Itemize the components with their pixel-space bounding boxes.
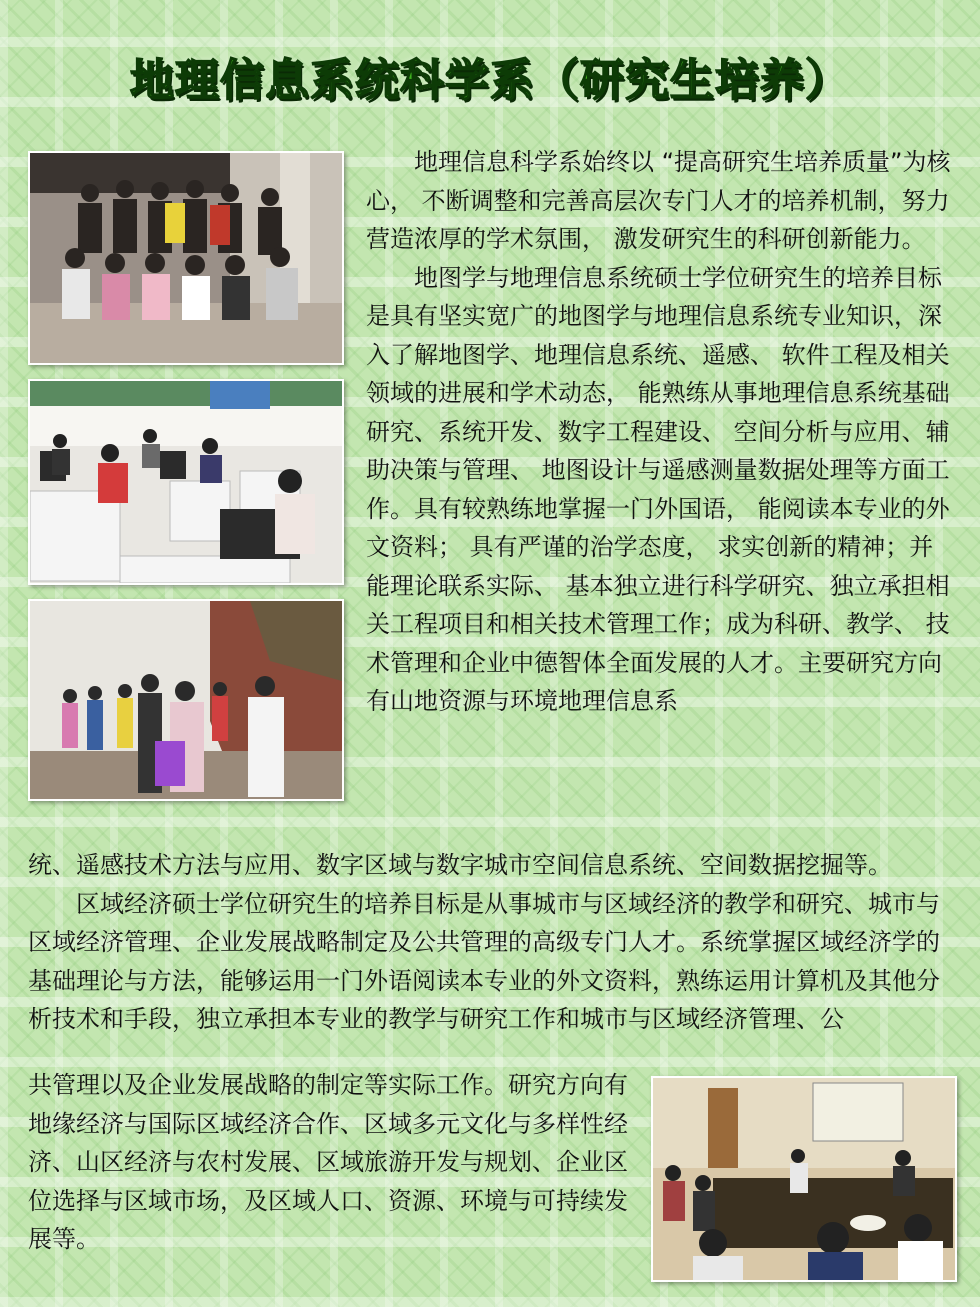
paragraph-gis-goals: 地图学与地理信息系统硕士学位研究生的培养目标是具有坚实宽广的地图学与地理信息系统专业知识，深入了解地图学、地理信息系统、遥感、 软件工程及相关领域的进展和学术动态， 能熟练从事地理信息系统基础研究、系统开发、数字工程建设、 空间分析与应用、辅助决策与管理、 地图设计与遥感测量数据处理等方面工作。具有较熟练地掌握一门外国语， 能阅读本专业的外文资料； 具有严谨的治学态度， 求实创新的精神；并能理论联系实际、 基本独立进行科学研究、独立承担相关工程项目和相关技术管理工作；成为科研、教学、 技术管理和企业中德智体全面发展的人才。主要研究方向有山地资源与环境地理信息系 bbox=[366, 263, 950, 715]
paragraph-gis-goals-continued: 统、遥感技术方法与应用、数字区域与数字城市空间信息系统、空间数据挖掘等。 bbox=[28, 851, 892, 879]
bottom-text-block bbox=[28, 1066, 634, 1259]
computer-lab-icon bbox=[30, 381, 342, 583]
page-title: 地理信息系统科学系（研究生培养） bbox=[130, 55, 850, 106]
seminar-icon bbox=[653, 1078, 955, 1280]
computer-lab-photo bbox=[28, 379, 344, 585]
seminar-photo bbox=[651, 1076, 957, 1282]
intro-text-block bbox=[366, 143, 956, 721]
fieldwork-icon bbox=[30, 601, 342, 799]
paragraph-regional-economics-continued: 共管理以及企业发展战略的制定等实际工作。研究方向有地缘经济与国际区域经济合作、区域多元文化与多样性经济、山区经济与农村发展、区域旅游开发与规划、企业区位选择与区域市场，及区域人口、资源、环境与可持续发展等。 bbox=[28, 1071, 628, 1253]
group-photo-icon bbox=[30, 153, 342, 363]
group-photo bbox=[28, 151, 344, 365]
fieldwork-photo bbox=[28, 599, 344, 801]
paragraph-core-mission: 地理信息科学系始终以 “提高研究生培养质量”为核心， 不断调整和完善高层次专门人才的培养机制，努力营造浓厚的学术氛围， 激发研究生的科研创新能力。 bbox=[366, 148, 951, 253]
full-width-text-block bbox=[28, 846, 956, 1039]
paragraph-regional-economics: 区域经济硕士学位研究生的培养目标是从事城市与区域经济的教学和研究、城市与区域经济管理、企业发展战略制定及公共管理的高级专门人才。系统掌握区域经济学的基础理论与方法，能够运用一门外语阅读本专业的外文资料，熟练运用计算机及其他分析技术和手段，独立承担本专业的教学与研究工作和城市与区域经济管理、公 bbox=[28, 889, 940, 1033]
